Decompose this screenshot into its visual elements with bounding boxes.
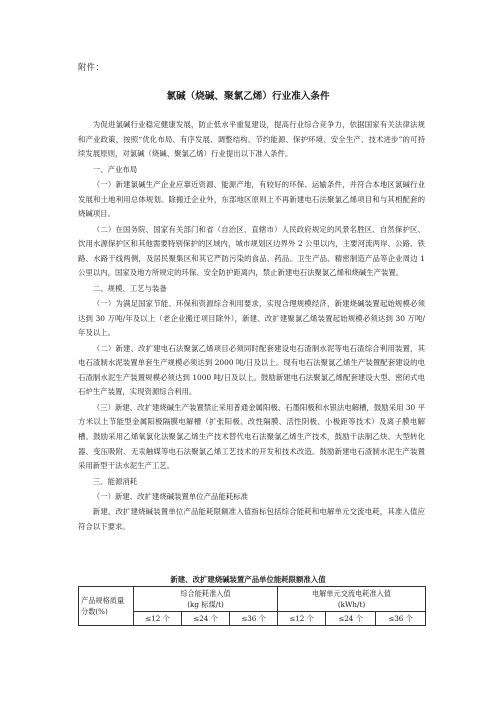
group2-unit: (kWh/t) <box>337 600 366 609</box>
layout-clause-1: （一）新建氯碱生产企业应靠近资源、能源产地，有较好的环保、运输条件，并符合本地区氯碱行业发展和土地利用总体规划。除搬迁企业外，东部地区原则上不再新建电石法聚氯乙烯项目和与其相配套的烧碱项目。 <box>78 179 425 219</box>
intro-paragraph: 为促进氯碱行业稳定健康发展，防止低水平重复建设，提高行业综合竞争力，依据国家有关法律法规和产业政策，按照“优化布局、有序发展、调整结构、节约能源、保护环境、安全生产、技术进步”的可持续发展原则，对氯碱（烧碱、聚氯乙烯）行业提出以下准入条件。 <box>78 120 425 159</box>
group2-header-cell <box>278 587 426 612</box>
scale-clause-3: （三）新建、改扩建烧碱生产装置禁止采用普通金属阳极、石墨阳极和水银法电解槽，鼓励采用 30 平方米以上节能型金属阳极隔膜电解槽（扩张阳极、改性隔膜、活性阴极、小极距等技术）及离子膜电解槽。鼓励采用乙烯氧氯化法聚氯乙烯生产技术替代电石法聚氯乙烯生产技术，鼓励干法制乙炔、大型转化器、变压吸附、无汞触媒等电石法聚氯乙烯工艺技术的开发和技术改造。鼓励新建电石渣制水泥生产装置采用新型干法水泥生产工艺。 <box>78 402 425 471</box>
table-subheader-cell: ≤24 个 <box>326 612 376 626</box>
table-header-row <box>79 587 426 612</box>
attachment-label: 附件： <box>78 62 105 72</box>
layout-clause-2: （二）在国务院、国家有关部门和省（自治区、直辖市）人民政府规定的风景名胜区、自然保护区、饮用水源保护区和其他需要特别保护的区域内，城市规划区边界外 2 公里以内，主要河流两岸、公路、铁路、水路干线两侧，及居民聚集区和其它严防污染的食品、药品、卫生产品、精密制造产品等企业周边 1 公里以内，国家及地方所规定的环保、安全防护距离内，禁止新建电石法聚氯乙烯和烧碱生产装置。 <box>78 224 425 278</box>
scale-clause-1: （一）为满足国家节能、环保和资源综合利用要求，实现合理规模经济，新建烧碱装置起始规模必须达到 30 万吨/年及以上（老企业搬迁项目除外），新建、改扩建聚氯乙烯装置起始规模必须达到 30 万吨/年及以上。 <box>78 299 425 338</box>
energy-subheading: （一）新建、改扩建烧碱装置单位产品能耗标准 <box>92 492 249 502</box>
group1-header-cell <box>134 587 278 612</box>
table-subheader-cell: ≤36 个 <box>376 612 426 626</box>
group1-unit: (kg 标煤/t) <box>187 600 224 609</box>
energy-paragraph: 新建、改扩建烧碱装置单位产品能耗限额准入值指标包括综合能耗和电解单元交流电耗，其准入值应符合以下要求。 <box>78 507 425 531</box>
table-subheader-cell: ≤12 个 <box>134 612 182 626</box>
table-subheader-cell: ≤36 个 <box>230 612 278 626</box>
table-subheader-cell: ≤12 个 <box>278 612 326 626</box>
energy-limit-table <box>78 586 426 626</box>
group2-title: 电解单元交流电耗准入值 <box>311 589 392 598</box>
row-header-cell: 产品规格质量分数(%) <box>79 587 134 626</box>
table-caption: 新建、改扩建烧碱装置产品单位能耗限额准入值 <box>170 575 326 584</box>
group1-title: 综合能耗准入值 <box>180 589 231 598</box>
section-heading-scale: 二、规模、工艺与装备 <box>92 283 167 293</box>
section-heading-layout: 一、产业布局 <box>92 164 138 174</box>
document-body <box>78 118 425 535</box>
scale-clause-2: （二）新建、改扩建电石法聚氯乙烯项目必须同时配套建设电石渣制水泥等电石渣综合利用装置，其电石渣制水泥装置单套生产规模必须达到 2000 吨/日及以上。现有电石法聚氯乙烯生产装置配套建设的电石渣制水泥生产装置规模必须达到 1000 吨/日及以上。鼓励新建电石法聚氯乙烯配套建设大型、密闭式电石炉生产装置，实现资源综合利用。 <box>78 343 425 397</box>
document-title: 氯碱（烧碱、聚氯乙烯）行业准入条件 <box>166 91 330 102</box>
table-subheader-cell: ≤24 个 <box>182 612 230 626</box>
section-heading-energy: 三、能源消耗 <box>92 476 138 486</box>
